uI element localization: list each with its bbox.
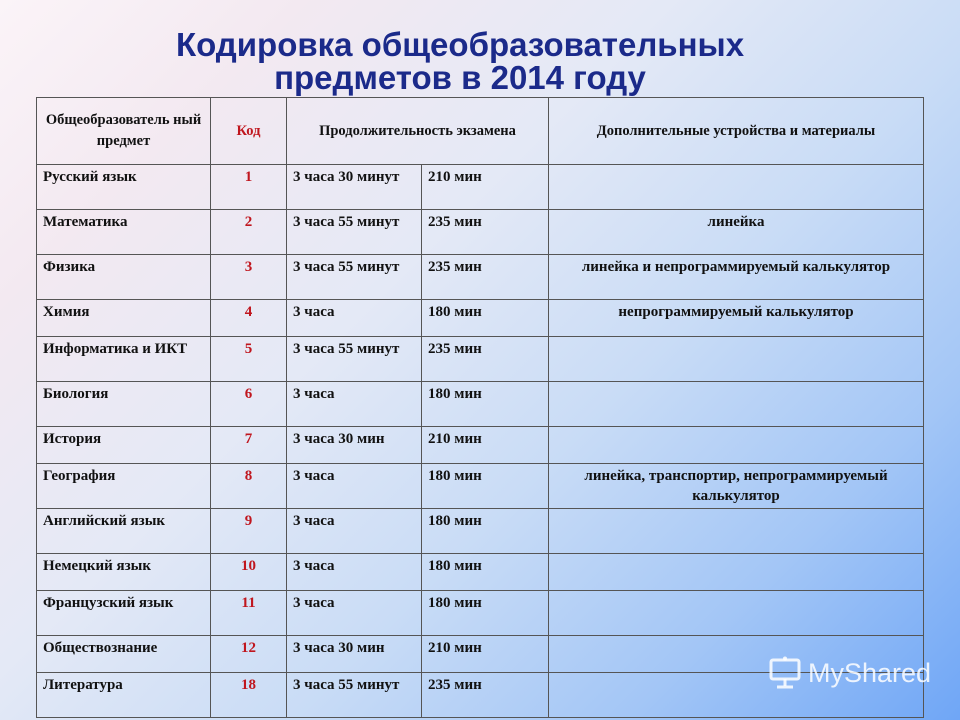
subject-cell: Обществознание <box>37 636 211 673</box>
subject-cell: Физика <box>37 255 211 300</box>
subject-cell: Немецкий язык <box>37 554 211 591</box>
subject-cell: Английский язык <box>37 509 211 554</box>
subject-cell: География <box>37 464 211 509</box>
code-cell: 5 <box>211 337 287 382</box>
materials-cell <box>549 591 924 636</box>
duration-minutes-cell: 180 мин <box>422 591 549 636</box>
code-cell: 18 <box>211 673 287 718</box>
duration-hours-cell: 3 часа 55 минут <box>287 210 422 255</box>
code-cell: 11 <box>211 591 287 636</box>
duration-minutes-cell: 180 мин <box>422 464 549 509</box>
materials-cell <box>549 427 924 464</box>
duration-hours-cell: 3 часа <box>287 382 422 427</box>
code-cell: 6 <box>211 382 287 427</box>
duration-hours-cell: 3 часа 55 минут <box>287 673 422 718</box>
table-row <box>37 382 924 427</box>
page-title <box>0 28 920 94</box>
table-row <box>37 210 924 255</box>
code-cell: 12 <box>211 636 287 673</box>
page-title-line-1: Кодировка общеобразовательных <box>175 26 745 63</box>
code-cell: 8 <box>211 464 287 509</box>
duration-hours-cell: 3 часа 30 мин <box>287 427 422 464</box>
table-row <box>37 464 924 509</box>
table-row <box>37 427 924 464</box>
duration-hours-cell: 3 часа <box>287 554 422 591</box>
duration-hours-cell: 3 часа <box>287 300 422 337</box>
code-cell: 10 <box>211 554 287 591</box>
table-row <box>37 300 924 337</box>
duration-minutes-cell: 180 мин <box>422 382 549 427</box>
duration-minutes-cell: 235 мин <box>422 255 549 300</box>
duration-hours-cell: 3 часа <box>287 464 422 509</box>
table-row <box>37 509 924 554</box>
code-cell: 1 <box>211 165 287 210</box>
duration-minutes-cell: 235 мин <box>422 210 549 255</box>
duration-minutes-cell: 180 мин <box>422 554 549 591</box>
subject-cell: Информатика и ИКТ <box>37 337 211 382</box>
materials-cell <box>549 382 924 427</box>
duration-hours-cell: 3 часа 30 минут <box>287 165 422 210</box>
table-row <box>37 591 924 636</box>
header-subject: Общеобразователь ный предмет <box>37 98 211 165</box>
table-header-row <box>37 98 924 165</box>
subject-cell: Математика <box>37 210 211 255</box>
duration-minutes-cell: 180 мин <box>422 509 549 554</box>
presentation-board-icon <box>768 656 802 690</box>
materials-cell: линейка и непрограммируемый калькулятор <box>549 255 924 300</box>
duration-hours-cell: 3 часа <box>287 591 422 636</box>
duration-hours-cell: 3 часа 30 мин <box>287 636 422 673</box>
duration-minutes-cell: 210 мин <box>422 636 549 673</box>
duration-minutes-cell: 235 мин <box>422 673 549 718</box>
materials-cell <box>549 165 924 210</box>
duration-minutes-cell: 210 мин <box>422 165 549 210</box>
page-title-line-2: предметов в 2014 году <box>274 59 646 96</box>
code-cell: 7 <box>211 427 287 464</box>
subject-cell: Русский язык <box>37 165 211 210</box>
code-cell: 3 <box>211 255 287 300</box>
watermark-text: MyShared <box>808 657 932 688</box>
subject-cell: Биология <box>37 382 211 427</box>
duration-minutes-cell: 180 мин <box>422 300 549 337</box>
subject-cell: Литература <box>37 673 211 718</box>
header-materials: Дополнительные устройства и материалы <box>549 98 924 165</box>
subjects-table <box>36 97 924 718</box>
materials-cell <box>549 509 924 554</box>
duration-hours-cell: 3 часа <box>287 509 422 554</box>
materials-cell: линейка <box>549 210 924 255</box>
table-row <box>37 337 924 382</box>
duration-minutes-cell: 210 мин <box>422 427 549 464</box>
duration-minutes-cell: 235 мин <box>422 337 549 382</box>
materials-cell <box>549 554 924 591</box>
code-cell: 2 <box>211 210 287 255</box>
myshared-watermark <box>768 656 931 690</box>
materials-cell <box>549 337 924 382</box>
header-duration: Продолжительность экзамена <box>287 98 549 165</box>
subject-cell: Французский язык <box>37 591 211 636</box>
header-code: Код <box>211 98 287 165</box>
materials-cell: непрограммируемый калькулятор <box>549 300 924 337</box>
code-cell: 9 <box>211 509 287 554</box>
table-row <box>37 165 924 210</box>
duration-hours-cell: 3 часа 55 минут <box>287 337 422 382</box>
subject-cell: История <box>37 427 211 464</box>
table-row <box>37 255 924 300</box>
subject-cell: Химия <box>37 300 211 337</box>
materials-cell: линейка, транспортир, непрограммируемый калькулятор <box>549 464 924 509</box>
code-cell: 4 <box>211 300 287 337</box>
table-row <box>37 554 924 591</box>
duration-hours-cell: 3 часа 55 минут <box>287 255 422 300</box>
